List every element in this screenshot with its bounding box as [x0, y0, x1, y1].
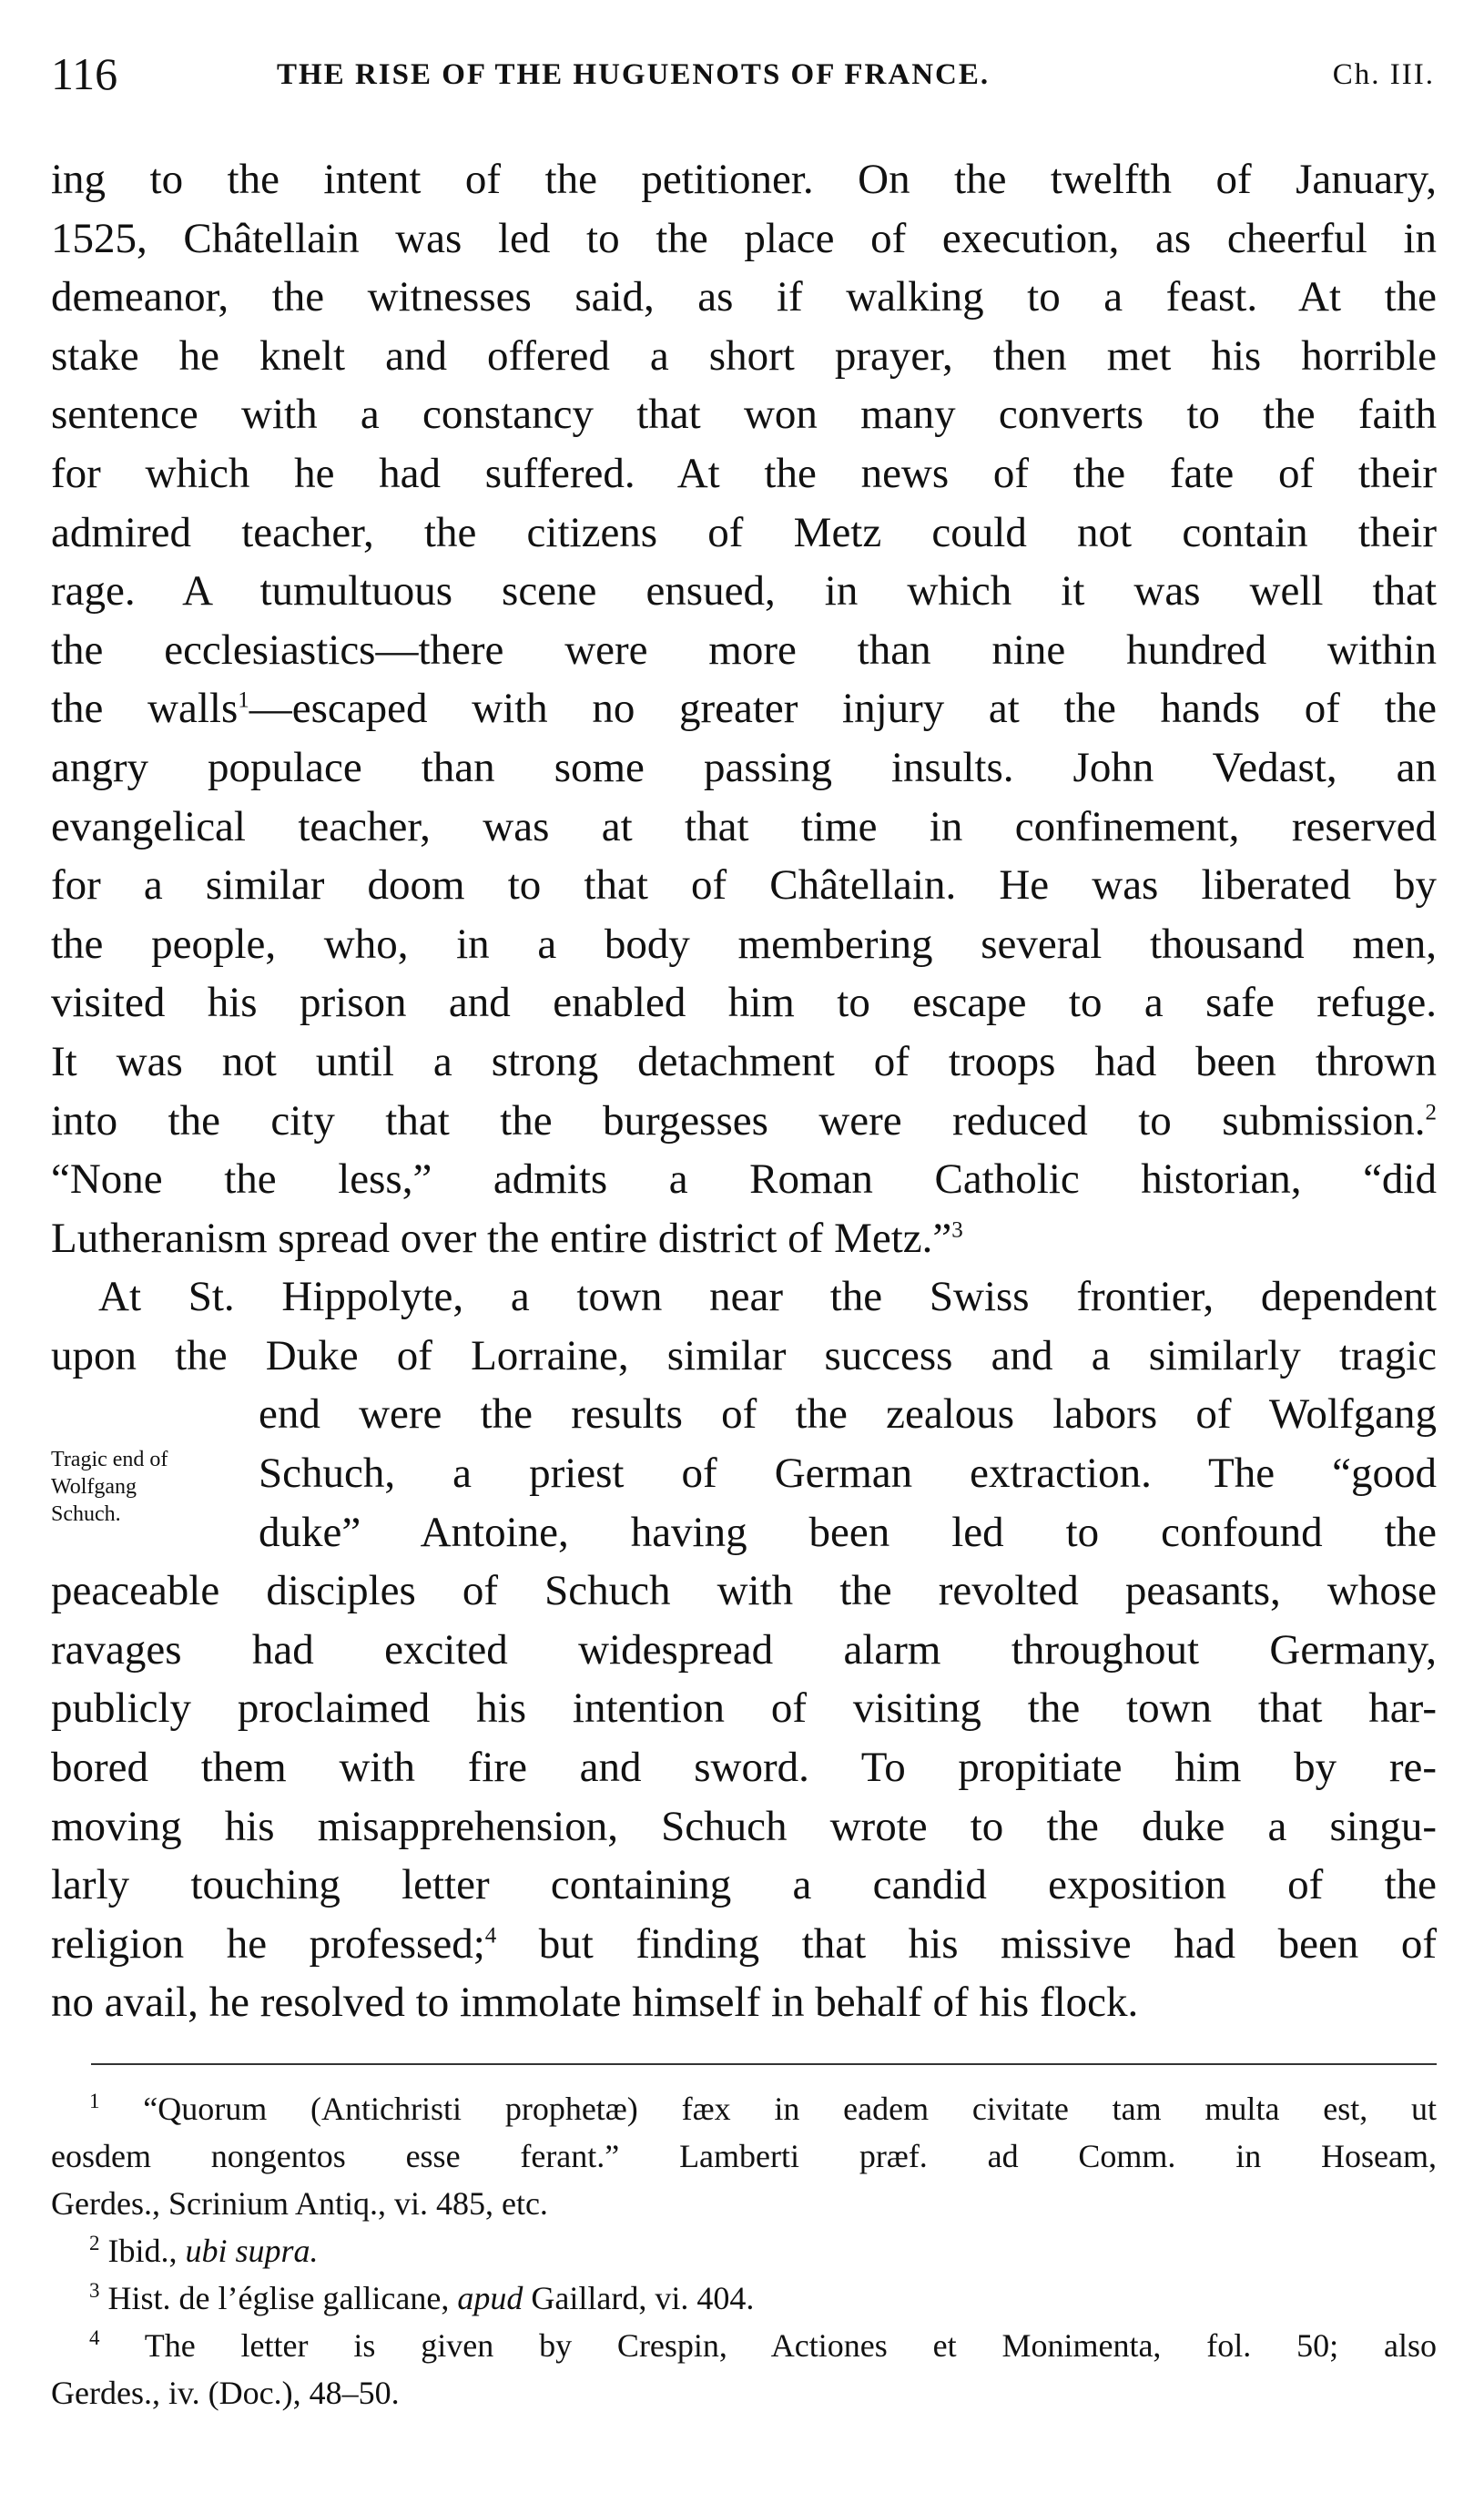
footnote-line: Gerdes., Scrinium Antiq., vi. 485, etc.	[51, 2185, 548, 2222]
text-line: evangelical teacher, was at that time in confinement, reserved	[51, 802, 1437, 850]
footnote-1	[51, 2085, 1437, 2132]
footnote-ref-2: 2	[1425, 1099, 1437, 1124]
text-line	[51, 679, 1437, 738]
marginal-note-line: Wolfgang	[51, 1475, 137, 1499]
marginal-note-line: Schuch.	[51, 1502, 121, 1526]
text-line: visited his prison and enabled him to escape to a safe refuge.	[51, 979, 1437, 1027]
marginal-note-line: Tragic end of	[51, 1448, 168, 1471]
marginal-note	[51, 1446, 168, 1528]
text-line	[51, 1915, 1437, 1974]
text-line: At St. Hippolyte, a town near the Swiss frontier, dependent	[98, 1273, 1437, 1321]
footnote-text: Hist. de l’église gallicane,	[107, 2280, 458, 2316]
footnote-line: Gerdes., iv. (Doc.), 48–50.	[51, 2375, 400, 2411]
text-line	[51, 1209, 1437, 1268]
text-segment: —escaped with no greater injury at the hands of the	[249, 685, 1437, 733]
footnote-3	[51, 2274, 1437, 2322]
footnote-marker: 2	[89, 2232, 100, 2254]
text-segment: into the city that the burgesses were reduced to submission.	[51, 1096, 1426, 1145]
text-line: publicly proclaimed his intention of visiting the town that har-	[51, 1684, 1437, 1733]
footnote-text: Ibid.,	[107, 2233, 186, 2269]
text-line: rage. A tumultuous scene ensued, in which it was well that	[51, 567, 1437, 616]
text-line: ing to the intent of the petitioner. On the twelfth of January,	[51, 156, 1437, 203]
text-segment: Lutheranism spread over the entire district of Metz.”	[51, 1214, 952, 1262]
text-line: 1525, Châtellain was led to the place of execution, as cheerful in	[51, 214, 1437, 262]
text-line: duke” Antoine, having been led to confound the	[259, 1508, 1437, 1556]
text-line: for a similar doom to that of Châtellain. He was liberated by	[51, 861, 1437, 910]
text-line: stake he knelt and offered a short prayer, then met his horrible	[51, 331, 1437, 380]
text-line: demeanor, the witnesses said, as if walking to a feast. At the	[51, 273, 1437, 321]
footnote-text: The letter is given by Crespin, Actiones et Monimenta, fol. 50; also	[144, 2327, 1437, 2364]
text-line: ravages had excited widespread alarm throughout Germany,	[51, 1625, 1437, 1674]
footnote-italic: apud	[457, 2280, 523, 2316]
chapter-label: Ch. III.	[1332, 58, 1435, 91]
footnote-line: eosdem nongentos esse ferant.” Lamberti præf. ad Comm. in Hoseam,	[51, 2138, 1437, 2174]
text-line: upon the Duke of Lorraine, similar success and a similarly tragic	[51, 1331, 1437, 1379]
text-line: “None the less,” admits a Roman Catholic historian, “did	[51, 1155, 1437, 1204]
text-line: for which he had suffered. At the news of the fate of their	[51, 449, 1437, 497]
text-segment: but finding that his missive had been of	[496, 1919, 1437, 1968]
running-header	[51, 47, 1435, 102]
footnote-marker: 3	[89, 2279, 100, 2302]
text-line: the ecclesiastics—there were more than nine hundred within	[51, 626, 1437, 674]
footnotes	[51, 2085, 1437, 2417]
text-line: It was not until a strong detachment of troops had been thrown	[51, 1037, 1437, 1085]
body-text	[51, 150, 1437, 2032]
footnote-ref-1: 1	[238, 687, 249, 713]
footnote-text: Gaillard, vi. 404.	[523, 2280, 755, 2316]
footnote-4	[51, 2322, 1437, 2369]
text-line: no avail, he resolved to immolate himself in behalf of his flock.	[51, 1979, 1139, 2027]
running-title: THE RISE OF THE HUGUENOTS OF FRANCE.	[277, 58, 991, 91]
footnote-ref-4: 4	[484, 1923, 497, 1949]
text-line: end were the results of the zealous labors of Wolfgang	[259, 1390, 1437, 1439]
text-line: the people, who, in a body membering several thousand men,	[51, 920, 1437, 968]
text-line: angry populace than some passing insults. John Vedast, an	[51, 743, 1437, 791]
text-segment: religion he professed;	[51, 1919, 485, 1968]
text-line: sentence with a constancy that won many converts to the faith	[51, 391, 1437, 439]
text-line: Schuch, a priest of German extraction. The “good	[259, 1450, 1437, 1498]
text-line: admired teacher, the citizens of Metz could not contain their	[51, 508, 1437, 556]
footnote-marker: 4	[89, 2326, 100, 2349]
text-segment: the walls	[51, 685, 239, 733]
text-line: larly touching letter containing a candid exposition of the	[51, 1861, 1437, 1909]
text-line	[51, 1092, 1437, 1151]
footnote-ref-3: 3	[951, 1217, 963, 1243]
footnote-divider	[91, 2063, 1437, 2065]
footnote-marker: 1	[89, 2090, 100, 2112]
text-line: peaceable disciples of Schuch with the revolted peasants, whose	[51, 1567, 1437, 1615]
text-line: bored them with fire and sword. To propitiate him by re-	[51, 1744, 1437, 1792]
footnote-italic: ubi supra.	[185, 2233, 319, 2269]
text-line: moving his misapprehension, Schuch wrote to the duke a singu-	[51, 1802, 1437, 1850]
footnote-text: “Quorum (Antichristi prophetæ) fæx in eadem civitate tam multa est, ut	[143, 2091, 1438, 2127]
footnote-2	[51, 2227, 1437, 2274]
page-number: 116	[51, 48, 118, 99]
